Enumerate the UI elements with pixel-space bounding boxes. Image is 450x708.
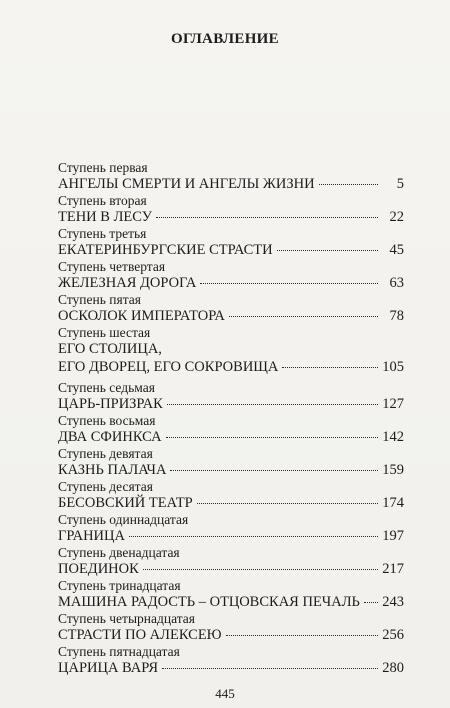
toc-page-number: 127	[382, 396, 404, 412]
toc-entry	[58, 193, 404, 226]
toc-entry	[58, 512, 404, 545]
toc-step-label: Ступень седьмая	[58, 380, 155, 395]
toc-page-number: 5	[396, 176, 404, 192]
toc-step-label: Ступень пятая	[58, 292, 141, 307]
toc-title: ОСКОЛОК ИМПЕРАТОРА	[58, 308, 225, 324]
leader-dots	[364, 602, 378, 603]
toc-title: ПОЕДИНОК	[58, 561, 139, 577]
toc-step-label: Ступень тринадцатая	[58, 578, 181, 593]
toc-entry	[58, 380, 404, 413]
toc-page-number: 256	[382, 627, 404, 643]
toc-entry	[58, 413, 404, 446]
page-number: 445	[215, 686, 235, 701]
toc-title: ЕГО ДВОРЕЦ, ЕГО СОКРОВИЩА	[58, 359, 279, 375]
leader-dots	[156, 217, 378, 218]
leader-dots	[197, 503, 378, 504]
toc-step-label: Ступень четвертая	[58, 259, 166, 274]
toc-step-label: Ступень четырнадцатая	[58, 611, 195, 626]
leader-dots	[200, 283, 378, 284]
toc-page-number: 78	[389, 308, 404, 324]
leader-dots	[162, 668, 378, 669]
toc-entry	[58, 292, 404, 325]
toc-step-label: Ступень третья	[58, 226, 147, 241]
toc-entry	[58, 545, 404, 578]
toc-title: СТРАСТИ ПО АЛЕКСЕЮ	[58, 627, 222, 643]
toc-entry	[58, 644, 404, 677]
toc-title-line1: ЕГО СТОЛИЦА,	[58, 341, 162, 357]
toc-step-label: Ступень двенадцатая	[58, 545, 180, 560]
toc-title: КАЗНЬ ПАЛАЧА	[58, 462, 167, 478]
toc-title: АНГЕЛЫ СМЕРТИ И АНГЕЛЫ ЖИЗНИ	[58, 176, 315, 192]
toc-step-label: Ступень пятнадцатая	[58, 644, 180, 659]
toc-step-label: Ступень одиннадцатая	[58, 512, 189, 527]
toc-step-label: Ступень вторая	[58, 193, 147, 208]
toc-entry	[58, 226, 404, 259]
toc-page-number: 217	[382, 561, 404, 577]
leader-dots	[143, 569, 378, 570]
toc-page-number: 197	[382, 528, 404, 544]
leader-dots	[282, 367, 378, 368]
toc-page-number: 280	[382, 660, 404, 676]
toc-title: ГРАНИЦА	[58, 528, 125, 544]
toc-title: МАШИНА РАДОСТЬ – ОТЦОВСКАЯ ПЕЧАЛЬ	[58, 594, 360, 610]
toc-entry	[58, 446, 404, 479]
toc-page-number: 142	[382, 429, 404, 445]
leader-dots	[167, 404, 378, 405]
toc-step-label: Ступень первая	[58, 160, 148, 175]
toc-title: ДВА СФИНКСА	[58, 429, 162, 445]
toc-step-label: Ступень девятая	[58, 446, 153, 461]
toc-entry	[58, 611, 404, 644]
leader-dots	[277, 250, 378, 251]
leader-dots	[226, 635, 378, 636]
toc-title: БЕСОВСКИЙ ТЕАТР	[58, 495, 193, 511]
toc-title: ЦАРИЦА ВАРЯ	[58, 660, 159, 676]
toc-step-label: Ступень шестая	[58, 325, 151, 340]
toc-title: ТЕНИ В ЛЕСУ	[58, 209, 153, 225]
leader-dots	[319, 184, 378, 185]
toc-title: ЖЕЛЕЗНАЯ ДОРОГА	[58, 275, 197, 291]
toc-entry	[58, 325, 404, 380]
toc-entry	[58, 259, 404, 292]
leader-dots	[170, 470, 378, 471]
toc-page-number: 243	[382, 594, 404, 610]
toc-page-number: 174	[382, 495, 404, 511]
toc-step-label: Ступень восьмая	[58, 413, 156, 428]
leader-dots	[166, 437, 378, 438]
toc-entry	[58, 479, 404, 512]
toc-step-label: Ступень десятая	[58, 479, 153, 494]
leader-dots	[129, 536, 378, 537]
toc-title: ЦАРЬ-ПРИЗРАК	[58, 396, 163, 412]
leader-dots	[229, 316, 378, 317]
toc-entry	[58, 160, 404, 193]
toc-page-number: 159	[382, 462, 404, 478]
table-of-contents	[58, 160, 404, 677]
page-title: ОГЛАВЛЕНИЕ	[171, 31, 279, 47]
toc-page-number: 63	[389, 275, 404, 291]
toc-entry	[58, 578, 404, 611]
toc-page-number: 105	[382, 359, 404, 375]
toc-title: ЕКАТЕРИНБУРГСКИЕ СТРАСТИ	[58, 242, 273, 258]
toc-page-number: 45	[389, 242, 404, 258]
toc-page-number: 22	[389, 209, 404, 225]
